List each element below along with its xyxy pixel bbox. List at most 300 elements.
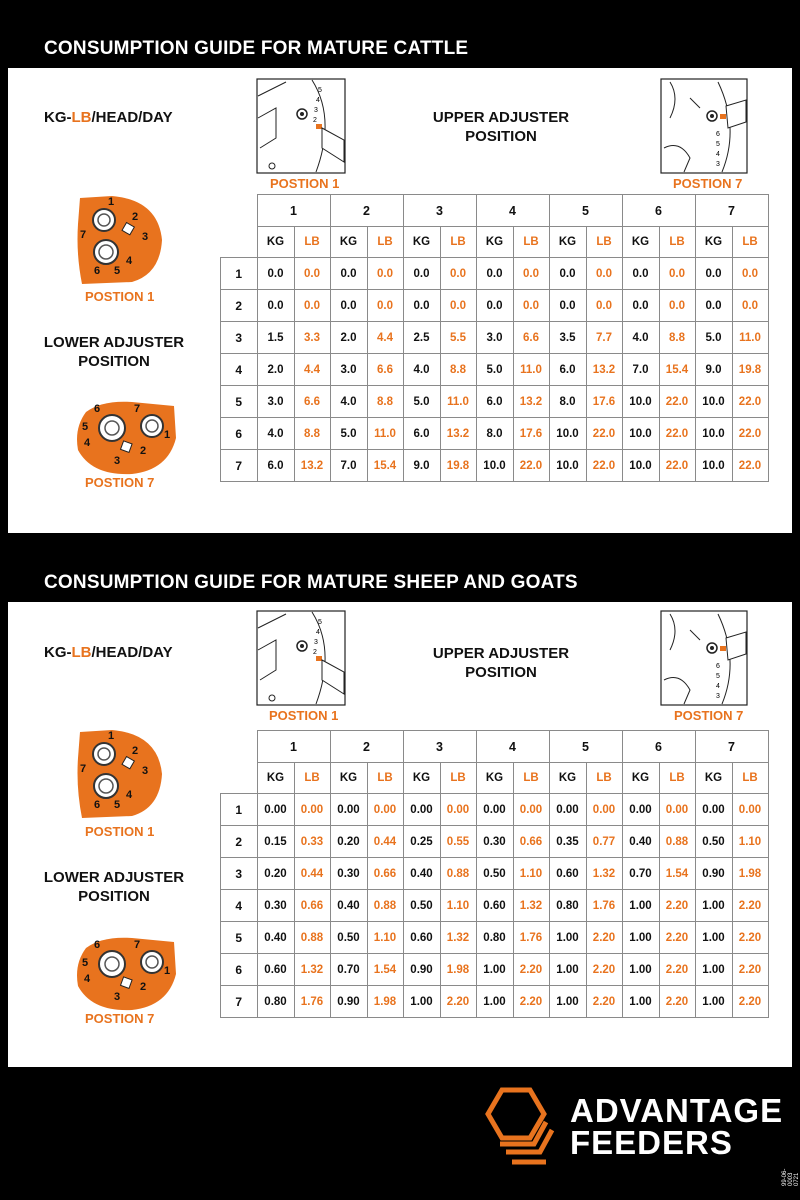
table-row	[221, 322, 769, 354]
lb-subheader: LB	[440, 763, 476, 794]
lb-value-cell: 0.88	[659, 826, 695, 858]
kg-value-cell: 1.00	[622, 986, 659, 1018]
consumption-table-cattle	[220, 194, 769, 482]
kg-value-cell: 0.0	[695, 258, 732, 290]
lb-value-cell: 0.0	[294, 290, 330, 322]
lower-adjuster-dial-icon	[72, 398, 180, 478]
kg-value-cell: 5.0	[330, 418, 367, 450]
lower-adjuster-dial-icon	[72, 728, 168, 820]
kg-value-cell: 5.0	[403, 386, 440, 418]
kg-value-cell: 0.50	[330, 922, 367, 954]
lb-value-cell: 15.4	[367, 450, 403, 482]
kg-value-cell: 10.0	[476, 450, 513, 482]
kg-value-cell: 0.0	[549, 258, 586, 290]
kg-value-cell: 8.0	[476, 418, 513, 450]
lb-subheader: LB	[440, 227, 476, 258]
lb-value-cell: 1.76	[294, 986, 330, 1018]
kg-value-cell: 1.00	[695, 890, 732, 922]
upper-adjuster-diagram-icon	[660, 78, 748, 174]
kg-value-cell: 10.0	[695, 450, 732, 482]
kg-value-cell: 1.00	[695, 986, 732, 1018]
lb-subheader: LB	[513, 227, 549, 258]
svg-text:4: 4	[126, 789, 133, 801]
kg-subheader: KG	[476, 227, 513, 258]
upper-adjuster-title: UPPER ADJUSTER POSITION	[432, 109, 570, 145]
lb-value-cell: 0.0	[732, 258, 768, 290]
lb-value-cell: 1.98	[732, 858, 768, 890]
lb-value-cell: 22.0	[586, 450, 622, 482]
kg-value-cell: 0.00	[622, 794, 659, 826]
consumption-table-sheep-goats	[220, 730, 769, 1018]
table-row	[221, 794, 769, 826]
kg-value-cell: 3.0	[476, 322, 513, 354]
svg-text:5: 5	[114, 265, 121, 277]
lb-value-cell: 8.8	[367, 386, 403, 418]
svg-text:2: 2	[313, 649, 317, 656]
kg-value-cell: 0.60	[403, 922, 440, 954]
lb-subheader: LB	[367, 763, 403, 794]
svg-text:7: 7	[134, 939, 141, 951]
lb-value-cell: 0.00	[659, 794, 695, 826]
lb-value-cell: 22.0	[732, 450, 768, 482]
lower-adjuster-dial-icon	[72, 934, 180, 1014]
kg-value-cell: 0.0	[257, 290, 294, 322]
lb-value-cell: 0.0	[367, 258, 403, 290]
upper-position-header: 7	[695, 195, 768, 227]
kg-subheader: KG	[549, 763, 586, 794]
lb-value-cell: 0.44	[367, 826, 403, 858]
kg-value-cell: 0.25	[403, 826, 440, 858]
kg-value-cell: 0.0	[695, 290, 732, 322]
kg-value-cell: 10.0	[622, 418, 659, 450]
kg-value-cell: 6.0	[257, 450, 294, 482]
lb-value-cell: 1.54	[659, 858, 695, 890]
kg-value-cell: 6.0	[549, 354, 586, 386]
lb-value-cell: 11.0	[732, 322, 768, 354]
upper-adjuster-title: UPPER ADJUSTER POSITION	[432, 645, 570, 681]
lb-value-cell: 1.54	[367, 954, 403, 986]
lb-value-cell: 13.2	[440, 418, 476, 450]
kg-subheader: KG	[695, 227, 732, 258]
lb-value-cell: 0.88	[367, 890, 403, 922]
upper-position-header: 5	[549, 195, 622, 227]
lb-value-cell: 1.76	[513, 922, 549, 954]
svg-text:4: 4	[84, 973, 91, 985]
svg-text:1: 1	[108, 730, 115, 742]
upper-position-1-label: POSTION 1	[269, 708, 339, 723]
kg-subheader: KG	[330, 227, 367, 258]
kg-value-cell: 0.30	[257, 890, 294, 922]
svg-text:6: 6	[94, 799, 101, 811]
lb-subheader: LB	[367, 227, 403, 258]
lb-value-cell: 1.32	[440, 922, 476, 954]
kg-value-cell: 2.5	[403, 322, 440, 354]
lb-value-cell: 8.8	[294, 418, 330, 450]
lb-value-cell: 0.33	[294, 826, 330, 858]
kg-value-cell: 4.0	[622, 322, 659, 354]
table-row	[221, 890, 769, 922]
lb-value-cell: 11.0	[440, 386, 476, 418]
kg-value-cell: 10.0	[549, 450, 586, 482]
table-row	[221, 354, 769, 386]
lb-value-cell: 13.2	[294, 450, 330, 482]
lb-value-cell: 4.4	[294, 354, 330, 386]
lb-value-cell: 0.00	[367, 794, 403, 826]
upper-position-header: 3	[403, 731, 476, 763]
svg-text:7: 7	[80, 229, 87, 241]
kg-value-cell: 4.0	[403, 354, 440, 386]
lb-value-cell: 11.0	[513, 354, 549, 386]
kg-value-cell: 1.00	[549, 922, 586, 954]
svg-text:6: 6	[94, 403, 101, 415]
lb-value-cell: 1.76	[586, 890, 622, 922]
kg-value-cell: 3.5	[549, 322, 586, 354]
svg-text:4: 4	[716, 151, 720, 158]
lb-value-cell: 2.20	[586, 986, 622, 1018]
lb-subheader: LB	[659, 227, 695, 258]
upper-adjuster-diagram-icon	[256, 610, 346, 706]
kg-value-cell: 0.60	[257, 954, 294, 986]
lb-value-cell: 17.6	[513, 418, 549, 450]
lb-value-cell: 1.10	[732, 826, 768, 858]
lb-value-cell: 0.77	[586, 826, 622, 858]
lb-value-cell: 0.88	[294, 922, 330, 954]
kg-value-cell: 0.00	[330, 794, 367, 826]
lower-position-row-header: 6	[221, 418, 258, 450]
kg-value-cell: 6.0	[476, 386, 513, 418]
section-panel-cattle	[8, 68, 792, 533]
lb-value-cell: 0.0	[440, 290, 476, 322]
svg-text:3: 3	[314, 107, 318, 114]
lb-value-cell: 2.20	[659, 986, 695, 1018]
lb-value-cell: 0.66	[294, 890, 330, 922]
kg-value-cell: 5.0	[476, 354, 513, 386]
lb-subheader: LB	[294, 763, 330, 794]
kg-value-cell: 10.0	[695, 418, 732, 450]
lb-value-cell: 6.6	[513, 322, 549, 354]
kg-subheader: KG	[257, 763, 294, 794]
upper-position-7-label: POSTION 7	[673, 176, 743, 191]
kg-value-cell: 0.0	[476, 290, 513, 322]
kg-value-cell: 1.00	[476, 986, 513, 1018]
upper-position-header: 2	[330, 731, 403, 763]
lower-position-row-header: 1	[221, 258, 258, 290]
upper-position-header: 3	[403, 195, 476, 227]
kg-value-cell: 0.0	[403, 290, 440, 322]
svg-text:1: 1	[164, 965, 171, 977]
lower-position-row-header: 5	[221, 922, 258, 954]
lb-value-cell: 0.00	[732, 794, 768, 826]
kg-value-cell: 3.0	[330, 354, 367, 386]
svg-text:3: 3	[114, 991, 121, 1003]
svg-text:6: 6	[94, 939, 101, 951]
kg-value-cell: 0.0	[622, 290, 659, 322]
kg-subheader: KG	[330, 763, 367, 794]
upper-adjuster-diagram-icon	[660, 610, 748, 706]
kg-value-cell: 3.0	[257, 386, 294, 418]
kg-subheader: KG	[403, 227, 440, 258]
svg-text:5: 5	[716, 673, 720, 680]
svg-text:6: 6	[94, 265, 101, 277]
lb-value-cell: 3.3	[294, 322, 330, 354]
lower-position-row-header: 2	[221, 826, 258, 858]
lb-value-cell: 2.20	[732, 986, 768, 1018]
kg-value-cell: 0.15	[257, 826, 294, 858]
upper-adjuster-diagram-icon	[256, 78, 346, 174]
upper-position-header: 6	[622, 195, 695, 227]
table-row	[221, 450, 769, 482]
kg-value-cell: 0.50	[695, 826, 732, 858]
lb-value-cell: 2.20	[659, 890, 695, 922]
lb-value-cell: 0.0	[294, 258, 330, 290]
lb-value-cell: 2.20	[586, 922, 622, 954]
kg-value-cell: 0.0	[549, 290, 586, 322]
svg-text:5: 5	[318, 87, 322, 94]
lb-value-cell: 0.00	[440, 794, 476, 826]
svg-text:5: 5	[114, 799, 121, 811]
lb-value-cell: 0.0	[440, 258, 476, 290]
section-panel-sheep-goats	[8, 602, 792, 1067]
kg-value-cell: 0.0	[330, 290, 367, 322]
kg-value-cell: 0.00	[549, 794, 586, 826]
kg-value-cell: 0.35	[549, 826, 586, 858]
svg-text:6: 6	[716, 663, 720, 670]
kg-value-cell: 2.0	[257, 354, 294, 386]
document-code: 99-06-0003 0721	[782, 1168, 800, 1186]
table-row	[221, 922, 769, 954]
upper-position-header: 1	[257, 731, 330, 763]
kg-value-cell: 0.0	[257, 258, 294, 290]
lb-value-cell: 13.2	[586, 354, 622, 386]
upper-position-header: 7	[695, 731, 768, 763]
kg-value-cell: 10.0	[549, 418, 586, 450]
kg-value-cell: 0.0	[622, 258, 659, 290]
kg-subheader: KG	[257, 227, 294, 258]
kg-value-cell: 0.50	[403, 890, 440, 922]
lb-value-cell: 2.20	[732, 954, 768, 986]
kg-value-cell: 1.00	[695, 954, 732, 986]
lb-value-cell: 0.55	[440, 826, 476, 858]
kg-subheader: KG	[476, 763, 513, 794]
lb-value-cell: 22.0	[513, 450, 549, 482]
svg-text:5: 5	[318, 619, 322, 626]
lb-value-cell: 2.20	[659, 922, 695, 954]
table-row	[221, 290, 769, 322]
kg-value-cell: 0.00	[403, 794, 440, 826]
svg-text:7: 7	[134, 403, 141, 415]
kg-value-cell: 0.00	[257, 794, 294, 826]
kg-value-cell: 0.20	[257, 858, 294, 890]
svg-text:6: 6	[716, 131, 720, 138]
kg-value-cell: 0.80	[549, 890, 586, 922]
table-row	[221, 826, 769, 858]
lb-value-cell: 2.20	[586, 954, 622, 986]
svg-text:4: 4	[316, 97, 320, 104]
lb-value-cell: 1.10	[440, 890, 476, 922]
lb-value-cell: 0.0	[659, 290, 695, 322]
kg-value-cell: 0.20	[330, 826, 367, 858]
section-title: CONSUMPTION GUIDE FOR MATURE SHEEP AND GOATS	[44, 572, 578, 593]
lb-value-cell: 7.7	[586, 322, 622, 354]
kg-value-cell: 1.00	[622, 890, 659, 922]
kg-value-cell: 1.00	[622, 954, 659, 986]
kg-value-cell: 1.00	[622, 922, 659, 954]
lower-position-row-header: 7	[221, 450, 258, 482]
svg-text:2: 2	[140, 981, 147, 993]
svg-text:5: 5	[82, 421, 89, 433]
table-row	[221, 986, 769, 1018]
upper-position-1-label: POSTION 1	[270, 176, 340, 191]
kg-value-cell: 0.30	[330, 858, 367, 890]
kg-value-cell: 9.0	[403, 450, 440, 482]
svg-text:3: 3	[114, 455, 121, 467]
lb-value-cell: 11.0	[367, 418, 403, 450]
lb-value-cell: 0.0	[513, 258, 549, 290]
lower-position-row-header: 6	[221, 954, 258, 986]
lb-value-cell: 22.0	[659, 450, 695, 482]
lb-value-cell: 4.4	[367, 322, 403, 354]
kg-value-cell: 0.70	[622, 858, 659, 890]
table-row	[221, 954, 769, 986]
svg-text:3: 3	[142, 231, 149, 243]
unit-label: KG-LB/HEAD/DAY	[44, 109, 173, 126]
svg-text:3: 3	[314, 639, 318, 646]
lb-value-cell: 6.6	[294, 386, 330, 418]
lower-position-row-header: 5	[221, 386, 258, 418]
lb-value-cell: 2.20	[440, 986, 476, 1018]
lb-value-cell: 22.0	[732, 386, 768, 418]
upper-position-header: 4	[476, 195, 549, 227]
lb-value-cell: 2.20	[732, 890, 768, 922]
svg-text:2: 2	[132, 211, 139, 223]
upper-position-7-label: POSTION 7	[674, 708, 744, 723]
kg-value-cell: 1.5	[257, 322, 294, 354]
lb-value-cell: 2.20	[659, 954, 695, 986]
section-title: CONSUMPTION GUIDE FOR MATURE CATTLE	[44, 38, 469, 59]
lb-value-cell: 1.10	[513, 858, 549, 890]
kg-value-cell: 8.0	[549, 386, 586, 418]
svg-text:1: 1	[164, 429, 171, 441]
svg-text:5: 5	[716, 141, 720, 148]
lb-value-cell: 1.32	[586, 858, 622, 890]
lower-adjuster-title: LOWER ADJUSTER POSITION	[43, 869, 185, 905]
lb-value-cell: 0.88	[440, 858, 476, 890]
kg-value-cell: 0.90	[330, 986, 367, 1018]
lower-adjuster-dial-icon	[72, 194, 168, 286]
lower-position-1-label: POSTION 1	[85, 289, 155, 304]
kg-value-cell: 10.0	[622, 386, 659, 418]
svg-text:7: 7	[80, 763, 87, 775]
kg-value-cell: 9.0	[695, 354, 732, 386]
lb-value-cell: 0.66	[513, 826, 549, 858]
kg-value-cell: 0.90	[403, 954, 440, 986]
svg-text:2: 2	[313, 117, 317, 124]
lb-value-cell: 22.0	[659, 418, 695, 450]
kg-value-cell: 0.80	[257, 986, 294, 1018]
lower-position-row-header: 1	[221, 794, 258, 826]
svg-text:4: 4	[316, 629, 320, 636]
lb-value-cell: 1.10	[367, 922, 403, 954]
brand-name-line-1: ADVANTAGE	[570, 1092, 784, 1129]
lb-value-cell: 0.66	[367, 858, 403, 890]
kg-value-cell: 0.00	[695, 794, 732, 826]
svg-text:2: 2	[140, 445, 147, 457]
kg-value-cell: 1.00	[549, 954, 586, 986]
lower-position-7-label: POSTION 7	[85, 475, 155, 490]
kg-value-cell: 2.0	[330, 322, 367, 354]
svg-text:2: 2	[132, 745, 139, 757]
brand-name-line-2: FEEDERS	[570, 1124, 733, 1161]
lb-value-cell: 8.8	[440, 354, 476, 386]
lower-position-row-header: 3	[221, 858, 258, 890]
lower-position-row-header: 2	[221, 290, 258, 322]
lb-value-cell: 0.00	[513, 794, 549, 826]
kg-value-cell: 5.0	[695, 322, 732, 354]
lb-value-cell: 0.00	[586, 794, 622, 826]
lb-value-cell: 19.8	[732, 354, 768, 386]
lb-subheader: LB	[513, 763, 549, 794]
lb-value-cell: 22.0	[659, 386, 695, 418]
kg-value-cell: 0.0	[403, 258, 440, 290]
kg-value-cell: 1.00	[695, 922, 732, 954]
upper-position-header: 1	[257, 195, 330, 227]
lower-position-7-label: POSTION 7	[85, 1011, 155, 1026]
svg-text:3: 3	[716, 161, 720, 168]
kg-value-cell: 0.70	[330, 954, 367, 986]
lb-value-cell: 1.32	[513, 890, 549, 922]
lb-value-cell: 0.0	[659, 258, 695, 290]
kg-value-cell: 0.90	[695, 858, 732, 890]
lb-value-cell: 22.0	[586, 418, 622, 450]
advantage-feeders-logo-icon	[482, 1086, 558, 1168]
lb-value-cell: 0.0	[732, 290, 768, 322]
lb-value-cell: 0.00	[294, 794, 330, 826]
lb-value-cell: 1.32	[294, 954, 330, 986]
svg-text:4: 4	[126, 255, 133, 267]
lower-position-1-label: POSTION 1	[85, 824, 155, 839]
lower-position-row-header: 4	[221, 890, 258, 922]
kg-value-cell: 0.40	[330, 890, 367, 922]
lb-subheader: LB	[732, 763, 768, 794]
lower-position-row-header: 4	[221, 354, 258, 386]
kg-value-cell: 7.0	[622, 354, 659, 386]
kg-value-cell: 0.0	[330, 258, 367, 290]
lb-value-cell: 1.98	[367, 986, 403, 1018]
lb-subheader: LB	[586, 763, 622, 794]
kg-value-cell: 10.0	[695, 386, 732, 418]
lb-value-cell: 5.5	[440, 322, 476, 354]
lb-value-cell: 0.0	[586, 290, 622, 322]
lb-value-cell: 8.8	[659, 322, 695, 354]
kg-value-cell: 1.00	[549, 986, 586, 1018]
lb-subheader: LB	[732, 227, 768, 258]
table-row	[221, 418, 769, 450]
lb-value-cell: 19.8	[440, 450, 476, 482]
kg-value-cell: 0.40	[257, 922, 294, 954]
svg-text:5: 5	[82, 957, 89, 969]
kg-value-cell: 1.00	[403, 986, 440, 1018]
upper-position-header: 5	[549, 731, 622, 763]
upper-position-header: 2	[330, 195, 403, 227]
lb-subheader: LB	[659, 763, 695, 794]
kg-value-cell: 0.80	[476, 922, 513, 954]
svg-text:3: 3	[142, 765, 149, 777]
kg-value-cell: 0.60	[476, 890, 513, 922]
kg-subheader: KG	[622, 763, 659, 794]
kg-value-cell: 0.40	[403, 858, 440, 890]
lb-value-cell: 13.2	[513, 386, 549, 418]
lb-value-cell: 2.20	[513, 954, 549, 986]
